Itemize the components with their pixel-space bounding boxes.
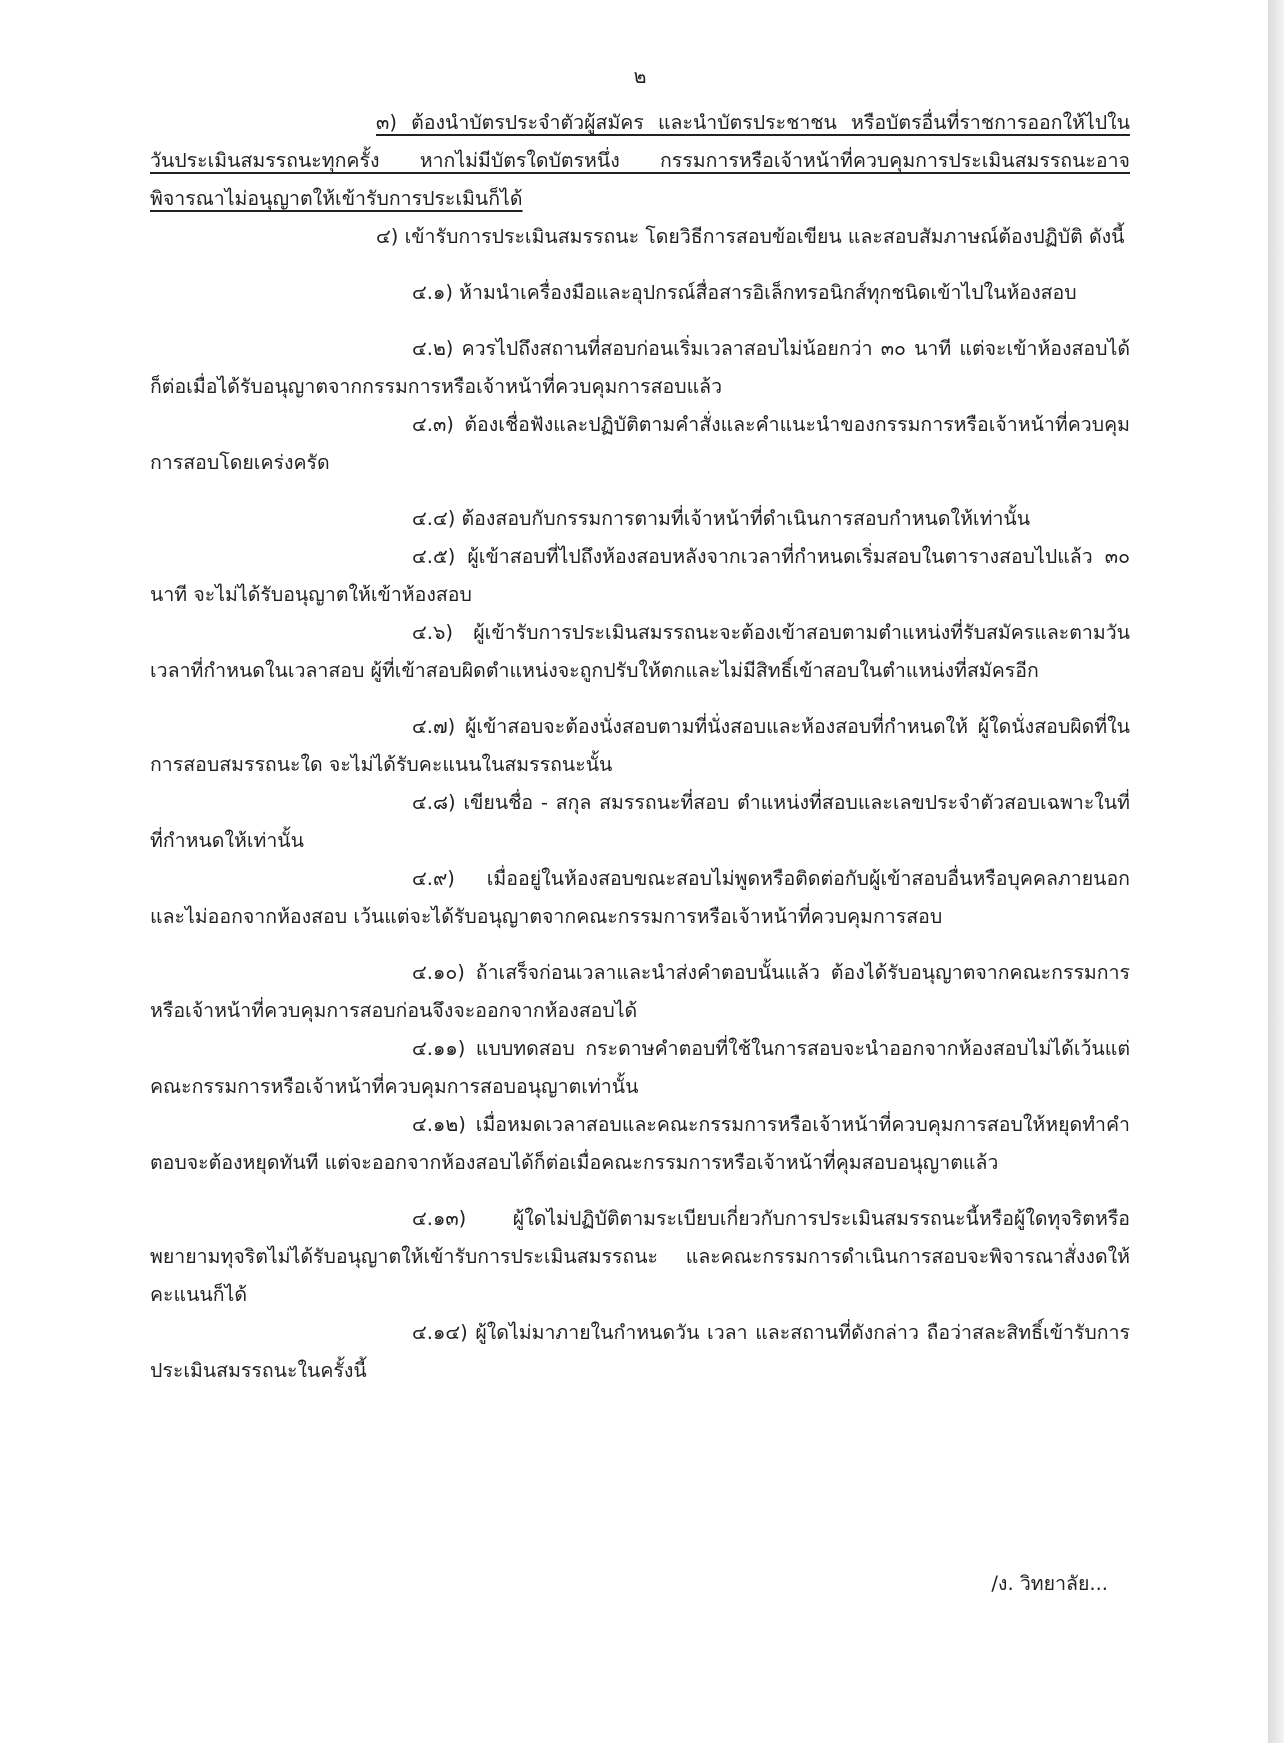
page-edge-shadow: [1268, 0, 1284, 1743]
paragraph-4-1: ๔.๑) ห้ามนำเครื่องมือและอุปกรณ์สื่อสารอิเล็กทรอนิกส์ทุกชนิดเข้าไปในห้องสอบ: [412, 281, 1077, 304]
paragraph-3: ๓) ต้องนำบัตรประจำตัวผู้สมัคร และนำบัตรประชาชน หรือบัตรอื่นที่ราชการออกให้ไปในวันประเมินสมรรถนะทุกครั้ง หากไม่มีบัตรใดบัตรหนึ่ง กรรมการหรือเจ้าหน้าที่ควบคุมการประเมินสมรรถนะอาจพิจารณาไม่อนุญาตให้เข้ารับการประเมินก็ได้: [150, 111, 1130, 210]
paragraph-4-10: ๔.๑๐) ถ้าเสร็จก่อนเวลาและนำส่งคำตอบนั้นแล้ว ต้องได้รับอนุญาตจากคณะกรรมการหรือเจ้าหน้าที่ควบคุมการสอบก่อนจึงจะออกจากห้องสอบได้: [150, 961, 1130, 1022]
paragraph-4-5: ๔.๕) ผู้เข้าสอบที่ไปถึงห้องสอบหลังจากเวลาที่กำหนดเริ่มสอบในตารางสอบไปแล้ว ๓๐ นาที จะไม่ได้รับอนุญาตให้เข้าห้องสอบ: [150, 545, 1130, 606]
paragraph-4-14: ๔.๑๔) ผู้ใดไม่มาภายในกำหนดวัน เวลา และสถานที่ดังกล่าว ถือว่าสละสิทธิ์เข้ารับการประเมินสมรรถนะในครั้งนี้: [150, 1321, 1130, 1382]
paragraph-4-3: ๔.๓) ต้องเชื่อฟังและปฏิบัติตามคำสั่งและคำแนะนำของกรรมการหรือเจ้าหน้าที่ควบคุมการสอบโดยเคร่งครัด: [150, 413, 1130, 474]
paragraph-4-13: ๔.๑๓) ผู้ใดไม่ปฏิบัติตามระเบียบเกี่ยวกับการประเมินสมรรถนะนี้หรือผู้ใดทุจริตหรือพยายามทุจริตไม่ได้รับอนุญาตให้เข้ารับการประเมินสมรรถนะ และคณะกรรมการดำเนินการสอบจะพิจารณาสั่งงดให้คะแนนก็ได้: [150, 1207, 1130, 1306]
paragraph-4: ๔) เข้ารับการประเมินสมรรถนะ โดยวิธีการสอบข้อเขียน และสอบสัมภาษณ์ต้องปฏิบัติ ดังนี้: [376, 225, 1125, 248]
paragraph-4-9: ๔.๙) เมื่ออยู่ในห้องสอบขณะสอบไม่พูดหรือติดต่อกับผู้เข้าสอบอื่นหรือบุคคลภายนอก และไม่ออกจากห้องสอบ เว้นแต่จะได้รับอนุญาตจากคณะกรรมการหรือเจ้าหน้าที่ควบคุมการสอบ: [150, 867, 1130, 928]
paragraph-4-8: ๔.๘) เขียนชื่อ - สกุล สมรรถนะที่สอบ ตำแหน่งที่สอบและเลขประจำตัวสอบเฉพาะในที่ที่กำหนดให้เท่านั้น: [150, 791, 1130, 852]
paragraph-4-7: ๔.๗) ผู้เข้าสอบจะต้องนั่งสอบตามที่นั่งสอบและห้องสอบที่กำหนดให้ ผู้ใดนั่งสอบผิดที่ในการสอบสมรรถนะใด จะไม่ได้รับคะแนนในสมรรถนะนั้น: [150, 715, 1130, 776]
paragraph-4-6: ๔.๖) ผู้เข้ารับการประเมินสมรรถนะจะต้องเข้าสอบตามตำแหน่งที่รับสมัครและตามวัน เวลาที่กำหนดในเวลาสอบ ผู้ที่เข้าสอบผิดตำแหน่งจะถูกปรับให้ตกและไม่มีสิทธิ์เข้าสอบในตำแหน่งที่สมัครอีก: [150, 621, 1130, 682]
document-body: [150, 58, 1130, 1390]
paragraph-4-4: ๔.๔) ต้องสอบกับกรรมการตามที่เจ้าหน้าที่ดำเนินการสอบกำหนดให้เท่านั้น: [412, 507, 1031, 530]
paragraph-4-2: ๔.๒) ควรไปถึงสถานที่สอบก่อนเริ่มเวลาสอบไม่น้อยกว่า ๓๐ นาที แต่จะเข้าห้องสอบได้ก็ต่อเมื่อได้รับอนุญาตจากกรรมการหรือเจ้าหน้าที่ควบคุมการสอบแล้ว: [150, 337, 1130, 398]
paragraph-4-11: ๔.๑๑) แบบทดสอบ กระดาษคำตอบที่ใช้ในการสอบจะนำออกจากห้องสอบไม่ได้เว้นแต่คณะกรรมการหรือเจ้าหน้าที่ควบคุมการสอบอนุญาตเท่านั้น: [150, 1037, 1130, 1098]
paragraph-4-12: ๔.๑๒) เมื่อหมดเวลาสอบและคณะกรรมการหรือเจ้าหน้าที่ควบคุมการสอบให้หยุดทำคำตอบจะต้องหยุดทันที แต่จะออกจากห้องสอบได้ก็ต่อเมื่อคณะกรรมการหรือเจ้าหน้าที่คุมสอบอนุญาตแล้ว: [150, 1113, 1130, 1174]
page-number: ๒: [633, 65, 647, 88]
continuation-note: /ง. วิทยาลัย...: [991, 1572, 1108, 1595]
